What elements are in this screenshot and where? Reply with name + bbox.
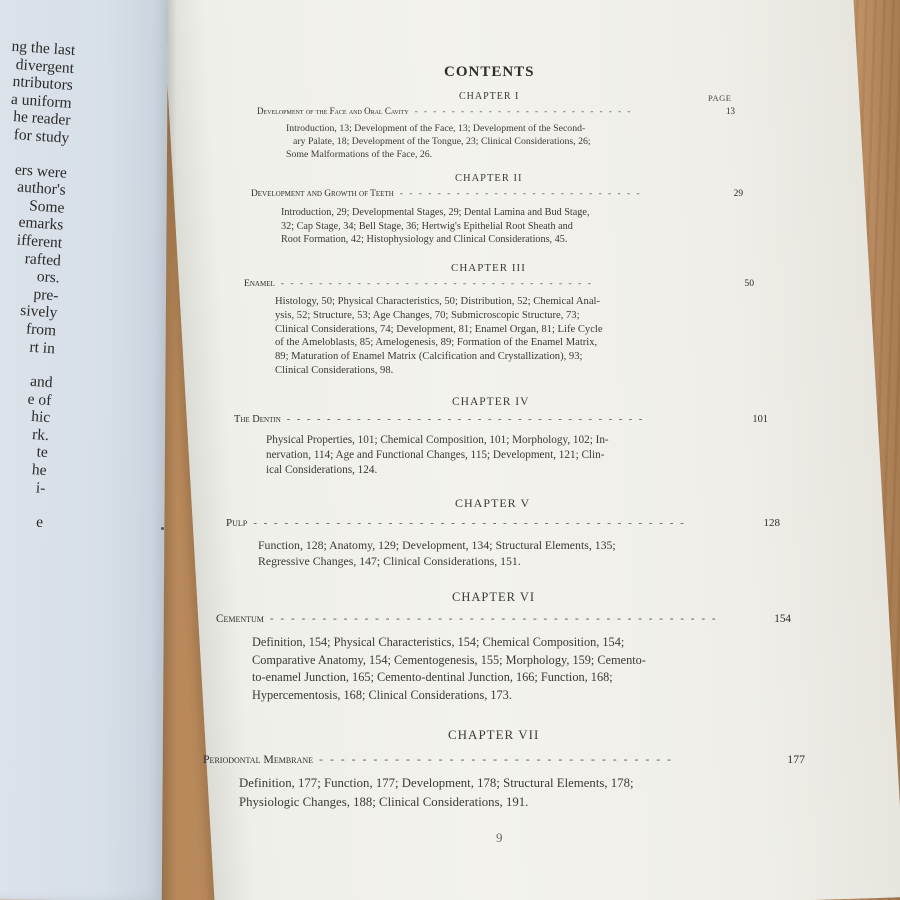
leader-dots: - - - - - - - - - - - - - - - - - - - - - - - - bbox=[414, 106, 633, 116]
left-page-line: he reader bbox=[12, 108, 71, 130]
chapter-7-title: Periodontal Membrane bbox=[203, 752, 314, 766]
chapter-5-entry[interactable] bbox=[226, 517, 780, 529]
chapter-7-topics bbox=[239, 774, 634, 812]
topic-line: 89; Maturation of Enamel Matrix (Calcification and Crystallization), 93; bbox=[275, 351, 583, 363]
chapter-6-title: Cementum bbox=[216, 613, 264, 625]
chapter-6-label: CHAPTER VI bbox=[452, 590, 536, 604]
topic-line: ysis, 52; Structure, 53; Age Changes, 70; Submicroscopic Structure, 73; bbox=[275, 309, 580, 321]
leader-dots: - - - - - - - - - - - - - - - - - - - - - - - - - - - - - - - - - bbox=[319, 752, 674, 766]
chapter-4-label: CHAPTER IV bbox=[452, 396, 530, 408]
topic-line: Comparative Anatomy, 154; Cementogenesis, 155; Morphology, 159; Cemento- bbox=[252, 652, 646, 667]
topic-line: Clinical Considerations, 98. bbox=[275, 364, 394, 376]
left-page-line: e of bbox=[27, 390, 52, 409]
left-page-line: rt in bbox=[28, 338, 56, 357]
chapter-4-entry[interactable] bbox=[234, 414, 768, 425]
topic-line: Definition, 177; Function, 177; Development, 178; Structural Elements, 178; bbox=[239, 776, 634, 790]
chapter-5-page: 128 bbox=[763, 517, 780, 529]
topic-line: 32; Cap Stage, 34; Bell Stage, 36; Hertwig's Epithelial Root Sheath and bbox=[281, 220, 573, 232]
chapter-1-entry[interactable] bbox=[257, 106, 735, 116]
chapter-7-label: CHAPTER VII bbox=[448, 727, 540, 742]
left-page-line: emarks bbox=[18, 213, 64, 234]
chapter-6-topics bbox=[252, 634, 646, 704]
topic-line: Introduction, 13; Development of the Face, 13; Development of the Second- bbox=[286, 123, 586, 134]
contents-title: CONTENTS bbox=[444, 64, 535, 80]
chapter-4-title: The Dentin bbox=[234, 414, 281, 425]
chapter-5-title: Pulp bbox=[226, 517, 248, 529]
page-number: 9 bbox=[496, 830, 503, 845]
chapter-7-entry[interactable] bbox=[203, 752, 805, 767]
topic-line: Histology, 50; Physical Characteristics, 50; Distribution, 52; Chemical Anal- bbox=[275, 296, 601, 307]
topic-line: Clinical Considerations, 74; Development, 81; Enamel Organ, 81; Life Cycle bbox=[275, 323, 603, 335]
page-column-header: PAGE bbox=[708, 93, 732, 103]
leader-dots: - - - - - - - - - - - - - - - - - - - - - - - - - - bbox=[399, 189, 642, 199]
left-page-line: and bbox=[29, 372, 54, 392]
left-page-line: rafted bbox=[24, 249, 62, 270]
chapter-3-page: 50 bbox=[744, 278, 754, 289]
leader-dots: - - - - - - - - - - - - - - - - - - - - - - - - - - - - - - - - - - - - - - - - - - - bbox=[269, 613, 718, 625]
left-page-line: i- bbox=[35, 479, 46, 497]
left-page-line: a uniform bbox=[10, 90, 73, 112]
topic-line: Function, 128; Anatomy, 129; Development, 134; Structural Elements, 135; bbox=[258, 538, 616, 552]
left-page-line: ers were bbox=[14, 160, 68, 182]
topic-line: ical Considerations, 124. bbox=[266, 464, 378, 476]
chapter-5-label: CHAPTER V bbox=[455, 496, 531, 510]
chapter-4-page: 101 bbox=[752, 414, 768, 425]
left-page-line: ng the last bbox=[11, 37, 76, 60]
topic-line: of the Ameloblasts, 85; Amelogenesis, 89; Formation of the Enamel Matrix, bbox=[275, 337, 598, 349]
stray-mark bbox=[161, 527, 164, 530]
left-page-line: ntributors bbox=[12, 73, 74, 95]
chapter-5-topics bbox=[258, 537, 616, 569]
leader-dots: - - - - - - - - - - - - - - - - - - - - - - - - - - - - - - - - - bbox=[280, 278, 593, 289]
topic-line: Some Malformations of the Face, 26. bbox=[286, 149, 433, 160]
chapter-2-entry[interactable] bbox=[251, 189, 743, 199]
chapter-7-page: 177 bbox=[787, 752, 805, 766]
left-page-line: author's bbox=[16, 178, 67, 199]
left-page-line: Some bbox=[28, 197, 66, 217]
chapter-2-topics bbox=[281, 206, 589, 247]
left-page-line: e bbox=[35, 513, 44, 532]
left-page-line: sively bbox=[19, 302, 58, 322]
chapter-1-title: Development of the Face and Oral Cavity bbox=[257, 106, 409, 116]
left-page-line: hic bbox=[30, 408, 51, 427]
left-page-line: pre- bbox=[33, 285, 60, 305]
chapter-1-topics bbox=[286, 122, 591, 161]
left-page-line: ifferent bbox=[16, 231, 63, 252]
left-page-line: divergent bbox=[15, 55, 75, 77]
chapter-1-label: CHAPTER I bbox=[459, 91, 520, 102]
topic-line: Regressive Changes, 147; Clinical Considerations, 151. bbox=[258, 554, 521, 568]
topic-line: Hypercementosis, 168; Clinical Considerations, 173. bbox=[252, 687, 512, 702]
topic-line: Definition, 154; Physical Characteristics, 154; Chemical Composition, 154; bbox=[252, 635, 625, 649]
left-page-line: from bbox=[25, 320, 57, 340]
left-page-line: te bbox=[36, 443, 49, 462]
topic-line: ary Palate, 18; Development of the Tongue, 23; Clinical Considerations, 26; bbox=[293, 136, 591, 147]
chapter-2-page: 29 bbox=[733, 189, 743, 199]
topic-line: Physiologic Changes, 188; Clinical Considerations, 191. bbox=[239, 795, 529, 809]
topic-line: to-enamel Junction, 165; Cemento-dentinal Junction, 166; Function, 168; bbox=[252, 670, 613, 684]
leader-dots: - - - - - - - - - - - - - - - - - - - - - - - - - - - - - - - - - - - - - - - - - - bbox=[253, 517, 686, 529]
chapter-4-topics bbox=[266, 433, 609, 478]
chapter-3-topics bbox=[275, 295, 603, 378]
topic-line: Root Formation, 42; Histophysiology and Clinical Considerations, 45. bbox=[281, 234, 568, 245]
leader-dots: - - - - - - - - - - - - - - - - - - - - - - - - - - - - - - - - - - - - bbox=[286, 414, 645, 425]
topic-line: Introduction, 29; Developmental Stages, 29; Dental Lamina and Bud Stage, bbox=[281, 207, 590, 218]
left-page-line: rk. bbox=[31, 425, 50, 445]
chapter-6-page: 154 bbox=[774, 613, 791, 625]
topic-line: Physical Properties, 101; Chemical Composition, 101; Morphology, 102; In- bbox=[266, 434, 609, 446]
chapter-6-entry[interactable] bbox=[216, 613, 791, 625]
chapter-2-title: Development and Growth of Teeth bbox=[251, 189, 394, 199]
chapter-3-entry[interactable] bbox=[244, 278, 754, 289]
topic-line: nervation, 114; Age and Functional Changes, 115; Development, 121; Clin- bbox=[266, 449, 605, 461]
left-page-line: he bbox=[31, 461, 48, 480]
chapter-1-page: 13 bbox=[726, 106, 735, 116]
chapter-3-title: Enamel bbox=[244, 278, 275, 289]
left-page-line: for study bbox=[13, 126, 70, 147]
chapter-2-label: CHAPTER II bbox=[455, 173, 523, 184]
left-page-line: ors. bbox=[36, 268, 61, 287]
chapter-3-label: CHAPTER III bbox=[451, 262, 526, 274]
